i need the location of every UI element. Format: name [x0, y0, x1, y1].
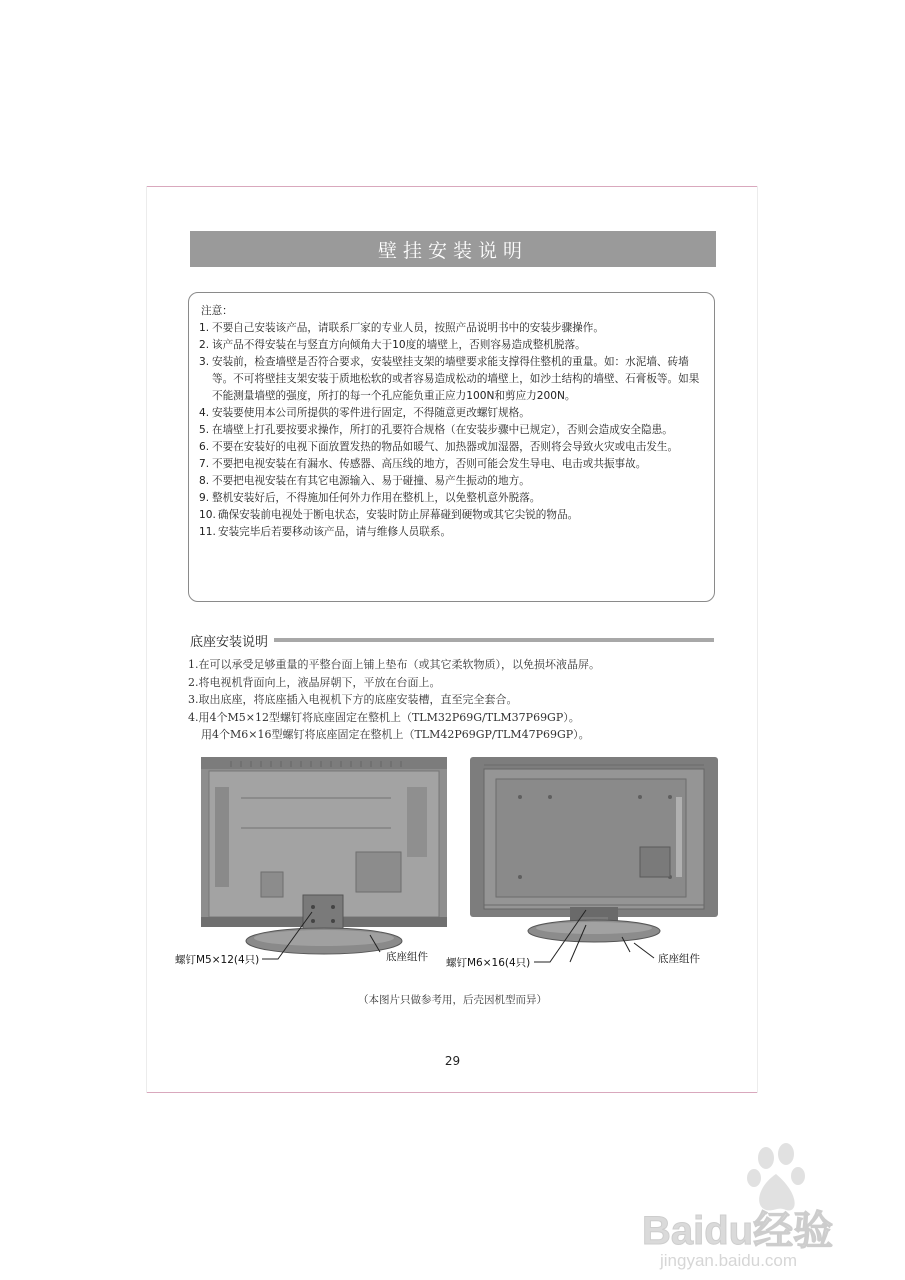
notice-item-text: 不要自己安装该产品，请联系厂家的专业人员，按照产品说明书中的安装步骤操作。 [212, 322, 604, 334]
notice-item-text: 确保安装前电视处于断电状态，安装时防止屏幕碰到硬物或其它尖锐的物品。 [218, 509, 579, 521]
notice-item [199, 524, 704, 541]
notice-item-number: 2. [199, 339, 210, 351]
step-1: 1.在可以承受足够重量的平整台面上铺上垫布（或其它柔软物质），以免损坏液晶屏。 [188, 658, 600, 671]
left-base-label: 底座组件 [386, 951, 428, 963]
figure-caption: （本图片只做参考用，后壳因机型而异） [358, 994, 547, 1006]
notice-item-text: 整机安装好后，不得施加任何外力作用在整机上，以免整机意外脱落。 [212, 492, 541, 504]
notice-item [199, 439, 704, 456]
notice-item [199, 422, 704, 439]
base-section-heading [190, 630, 714, 650]
base-section-title: 底座安装说明 [190, 634, 269, 650]
notice-item-text: 安装完毕后若要移动该产品，请与维修人员联系。 [218, 526, 452, 538]
notice-item-text: 安装前，检查墙壁是否符合要求，安装壁挂支架的墙壁要求能支撑得住整机的重量。如：水泥墙、砖墙等。不可将壁挂支架安装于质地松软的或者容易造成松动的墙壁上，如沙土结构的墙壁、石膏板等。如果不能测量墙壁的强度，所打的每一个孔应能负重正应力100N和剪应力200N。 [212, 356, 700, 402]
base-install-steps [188, 656, 728, 744]
notice-item-number: 9. [199, 492, 210, 504]
step-2: 2.将电视机背面向上，液晶屏朝下，平放在台面上。 [188, 675, 441, 689]
notice-item-text: 安装要使用本公司所提供的零件进行固定，不得随意更改螺钉规格。 [212, 407, 530, 419]
right-base-label: 底座组件 [658, 953, 700, 965]
notice-item-text: 该产品不得安装在与竖直方向倾角大于10度的墙壁上，否则容易造成整机脱落。 [212, 339, 586, 351]
notice-item-number: 1. [199, 322, 210, 334]
page-title: 壁挂安装说明 [190, 231, 716, 267]
notice-item [199, 405, 704, 422]
notice-item-number: 4. [199, 407, 210, 419]
page-number: 29 [444, 1054, 461, 1068]
notice-item-text: 不要把电视安装在有漏水、传感器、高压线的地方，否则可能会发生导电、电击或共振事故。 [212, 458, 647, 470]
page-right-edge [757, 186, 758, 1093]
notice-box [188, 292, 715, 602]
notice-list [199, 320, 704, 541]
notice-item-number: 3. [199, 356, 210, 368]
step-3: 3.取出底座，将底座插入电视机下方的底座安装槽，直至完全套合。 [188, 693, 518, 707]
notice-item [199, 473, 704, 490]
notice-item-number: 5. [199, 424, 210, 436]
right-screw-label: 螺钉M6×16(4只) [446, 957, 531, 969]
notice-item [199, 507, 704, 524]
watermark-brand: Baidu经验 [642, 1209, 834, 1253]
left-screw-label: 螺钉M5×12(4只) [175, 954, 260, 966]
notice-item-number: 11. [199, 526, 216, 538]
step-4: 4.用4个M5×12型螺钉将底座固定在整机上（TLM32P69G/TLM37P69GP）。 [188, 710, 580, 724]
notice-item-number: 10. [199, 509, 216, 521]
page-bottom-rule [146, 1092, 758, 1093]
notice-item [199, 456, 704, 473]
notice-item-text: 在墙壁上打孔要按要求操作，所打的孔要符合规格（在安装步骤中已规定），否则会造成安全隐患。 [212, 424, 673, 436]
notice-item-number: 8. [199, 475, 210, 487]
page-left-edge [146, 186, 147, 1093]
notice-item-text: 不要把电视安装在有其它电源输入、易于碰撞、易产生振动的地方。 [212, 475, 530, 487]
notice-item [199, 320, 704, 337]
notice-item-number: 6. [199, 441, 210, 453]
page-top-rule [146, 186, 758, 187]
heading-rule [274, 638, 714, 642]
watermark-url: jingyan.baidu.com [660, 1251, 798, 1270]
tv-back-photo-right [470, 757, 718, 982]
notice-item [199, 354, 704, 405]
notice-item-number: 7. [199, 458, 210, 470]
step-4-alt: 用4个M6×16型螺钉将底座固定在整机上（TLM42P69GP/TLM47P69GP）。 [201, 728, 590, 742]
notice-item [199, 337, 704, 354]
baidu-watermark-logo [640, 1140, 870, 1270]
notice-heading: 注意： [201, 305, 233, 317]
notice-item [199, 490, 704, 507]
notice-item-text: 不要在安装好的电视下面放置发热的物品如暖气、加热器或加湿器，否则将会导致火灾或电击发生。 [212, 441, 679, 453]
